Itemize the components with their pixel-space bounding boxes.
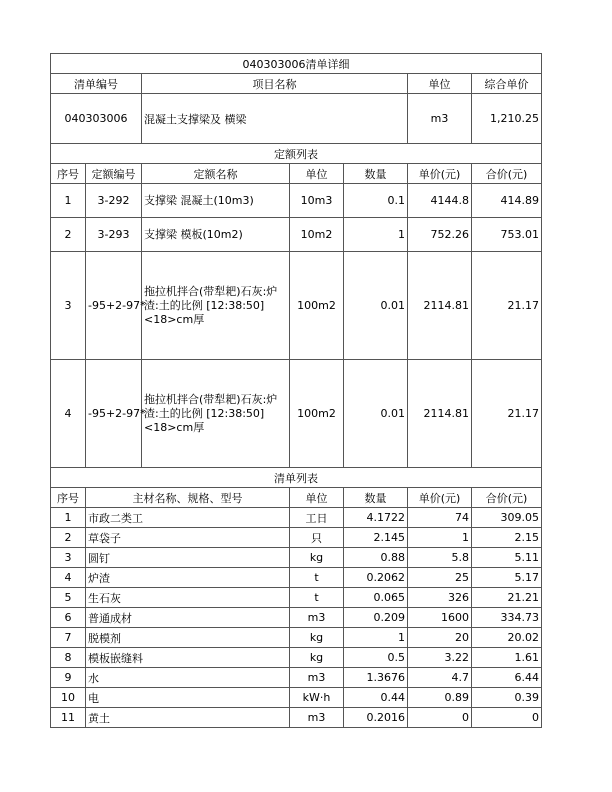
quota-row xyxy=(51,360,542,468)
material-row xyxy=(51,548,542,568)
material-unit-price: 0.89 xyxy=(408,688,472,708)
item-name: 混凝土支撑梁及 横梁 xyxy=(142,94,408,144)
material-name: 水 xyxy=(86,668,290,688)
material-header-unit-price: 单价(元) xyxy=(408,488,472,508)
material-seq: 6 xyxy=(51,608,86,628)
item-unit: m3 xyxy=(408,94,472,144)
material-unit: kW·h xyxy=(290,688,344,708)
quota-header-seq: 序号 xyxy=(51,164,86,184)
quota-total: 21.17 xyxy=(472,252,542,360)
material-unit-price: 326 xyxy=(408,588,472,608)
material-unit: t xyxy=(290,568,344,588)
header-item-price: 综合单价 xyxy=(472,74,542,94)
quota-qty: 0.01 xyxy=(344,252,408,360)
quota-header-name: 定额名称 xyxy=(142,164,290,184)
quota-header-total: 合价(元) xyxy=(472,164,542,184)
material-qty: 0.209 xyxy=(344,608,408,628)
material-seq: 3 xyxy=(51,548,86,568)
material-qty: 2.145 xyxy=(344,528,408,548)
material-seq: 4 xyxy=(51,568,86,588)
quota-total: 21.17 xyxy=(472,360,542,468)
header-item-name: 项目名称 xyxy=(142,74,408,94)
material-row xyxy=(51,668,542,688)
material-row xyxy=(51,628,542,648)
quota-seq: 4 xyxy=(51,360,86,468)
material-unit-price: 20 xyxy=(408,628,472,648)
material-row xyxy=(51,648,542,668)
material-total: 334.73 xyxy=(472,608,542,628)
quota-header-code: 定额编号 xyxy=(86,164,142,184)
quota-name: 拖拉机拌合(带犁耙)石灰:炉渣:土的比例 [12:38:50] <18>cm厚 xyxy=(142,360,290,468)
quota-header-row xyxy=(51,164,542,184)
material-row xyxy=(51,528,542,548)
material-row xyxy=(51,688,542,708)
material-name: 脱模剂 xyxy=(86,628,290,648)
bill-detail-table xyxy=(50,53,542,728)
quota-code: 3-292 xyxy=(86,184,142,218)
material-name: 炉渣 xyxy=(86,568,290,588)
material-total: 0.39 xyxy=(472,688,542,708)
material-name: 圆钉 xyxy=(86,548,290,568)
material-name: 生石灰 xyxy=(86,588,290,608)
material-unit-price: 74 xyxy=(408,508,472,528)
quota-code: -95+2-97* xyxy=(86,252,142,360)
quota-unit: 10m3 xyxy=(290,184,344,218)
material-qty: 4.1722 xyxy=(344,508,408,528)
quota-header-unit: 单位 xyxy=(290,164,344,184)
quota-name: 支撑梁 模板(10m2) xyxy=(142,218,290,252)
material-qty: 1.3676 xyxy=(344,668,408,688)
material-qty: 0.44 xyxy=(344,688,408,708)
material-header-row xyxy=(51,488,542,508)
material-total: 6.44 xyxy=(472,668,542,688)
material-qty: 1 xyxy=(344,628,408,648)
material-section-title: 清单列表 xyxy=(51,468,542,488)
quota-unit-price: 2114.81 xyxy=(408,252,472,360)
material-unit: kg xyxy=(290,548,344,568)
material-seq: 11 xyxy=(51,708,86,728)
material-total: 309.05 xyxy=(472,508,542,528)
material-seq: 9 xyxy=(51,668,86,688)
material-unit: m3 xyxy=(290,668,344,688)
quota-row xyxy=(51,218,542,252)
header-item-code: 清单编号 xyxy=(51,74,142,94)
material-total: 21.21 xyxy=(472,588,542,608)
material-seq: 1 xyxy=(51,508,86,528)
material-total: 5.17 xyxy=(472,568,542,588)
material-seq: 10 xyxy=(51,688,86,708)
quota-total: 753.01 xyxy=(472,218,542,252)
quota-unit-price: 4144.8 xyxy=(408,184,472,218)
material-row xyxy=(51,508,542,528)
material-total: 20.02 xyxy=(472,628,542,648)
material-header-total: 合价(元) xyxy=(472,488,542,508)
material-seq: 8 xyxy=(51,648,86,668)
material-qty: 0.5 xyxy=(344,648,408,668)
material-unit-price: 0 xyxy=(408,708,472,728)
material-unit: 工日 xyxy=(290,508,344,528)
material-row xyxy=(51,708,542,728)
material-unit: kg xyxy=(290,628,344,648)
quota-section-title: 定额列表 xyxy=(51,144,542,164)
quota-unit: 100m2 xyxy=(290,252,344,360)
quota-qty: 0.1 xyxy=(344,184,408,218)
material-unit: kg xyxy=(290,648,344,668)
material-unit: m3 xyxy=(290,708,344,728)
material-unit: m3 xyxy=(290,608,344,628)
quota-seq: 3 xyxy=(51,252,86,360)
header-item-unit: 单位 xyxy=(408,74,472,94)
quota-header-qty: 数量 xyxy=(344,164,408,184)
material-unit-price: 1 xyxy=(408,528,472,548)
material-name: 黄土 xyxy=(86,708,290,728)
item-code: 040303006 xyxy=(51,94,142,144)
item-row xyxy=(51,94,542,144)
item-price: 1,210.25 xyxy=(472,94,542,144)
material-total: 5.11 xyxy=(472,548,542,568)
material-qty: 0.88 xyxy=(344,548,408,568)
title-row xyxy=(51,54,542,74)
material-section-row xyxy=(51,468,542,488)
material-seq: 2 xyxy=(51,528,86,548)
material-unit-price: 3.22 xyxy=(408,648,472,668)
table-body xyxy=(51,54,542,728)
quota-unit: 100m2 xyxy=(290,360,344,468)
material-qty: 0.065 xyxy=(344,588,408,608)
material-header-unit: 单位 xyxy=(290,488,344,508)
material-total: 1.61 xyxy=(472,648,542,668)
material-unit-price: 5.8 xyxy=(408,548,472,568)
page-title: 040303006清单详细 xyxy=(51,54,542,74)
quota-name: 拖拉机拌合(带犁耙)石灰:炉渣:土的比例 [12:38:50] <18>cm厚 xyxy=(142,252,290,360)
quota-code: 3-293 xyxy=(86,218,142,252)
material-name: 模板嵌缝料 xyxy=(86,648,290,668)
material-total: 2.15 xyxy=(472,528,542,548)
quota-header-unit-price: 单价(元) xyxy=(408,164,472,184)
material-qty: 0.2016 xyxy=(344,708,408,728)
material-unit-price: 1600 xyxy=(408,608,472,628)
material-unit: 只 xyxy=(290,528,344,548)
material-name: 电 xyxy=(86,688,290,708)
material-row xyxy=(51,588,542,608)
material-name: 草袋子 xyxy=(86,528,290,548)
material-header-qty: 数量 xyxy=(344,488,408,508)
item-header-row xyxy=(51,74,542,94)
material-row xyxy=(51,608,542,628)
material-name: 市政二类工 xyxy=(86,508,290,528)
material-header-name: 主材名称、规格、型号 xyxy=(86,488,290,508)
material-name: 普通成材 xyxy=(86,608,290,628)
quota-code: -95+2-97* xyxy=(86,360,142,468)
quota-seq: 2 xyxy=(51,218,86,252)
quota-unit-price: 2114.81 xyxy=(408,360,472,468)
material-unit-price: 25 xyxy=(408,568,472,588)
quota-section-row xyxy=(51,144,542,164)
material-seq: 5 xyxy=(51,588,86,608)
quota-name: 支撑梁 混凝土(10m3) xyxy=(142,184,290,218)
quota-seq: 1 xyxy=(51,184,86,218)
material-unit: t xyxy=(290,588,344,608)
material-unit-price: 4.7 xyxy=(408,668,472,688)
quota-row xyxy=(51,184,542,218)
material-qty: 0.2062 xyxy=(344,568,408,588)
quota-row xyxy=(51,252,542,360)
material-total: 0 xyxy=(472,708,542,728)
material-seq: 7 xyxy=(51,628,86,648)
quota-qty: 0.01 xyxy=(344,360,408,468)
quota-total: 414.89 xyxy=(472,184,542,218)
quota-unit-price: 752.26 xyxy=(408,218,472,252)
material-header-seq: 序号 xyxy=(51,488,86,508)
quota-qty: 1 xyxy=(344,218,408,252)
material-row xyxy=(51,568,542,588)
quota-unit: 10m2 xyxy=(290,218,344,252)
